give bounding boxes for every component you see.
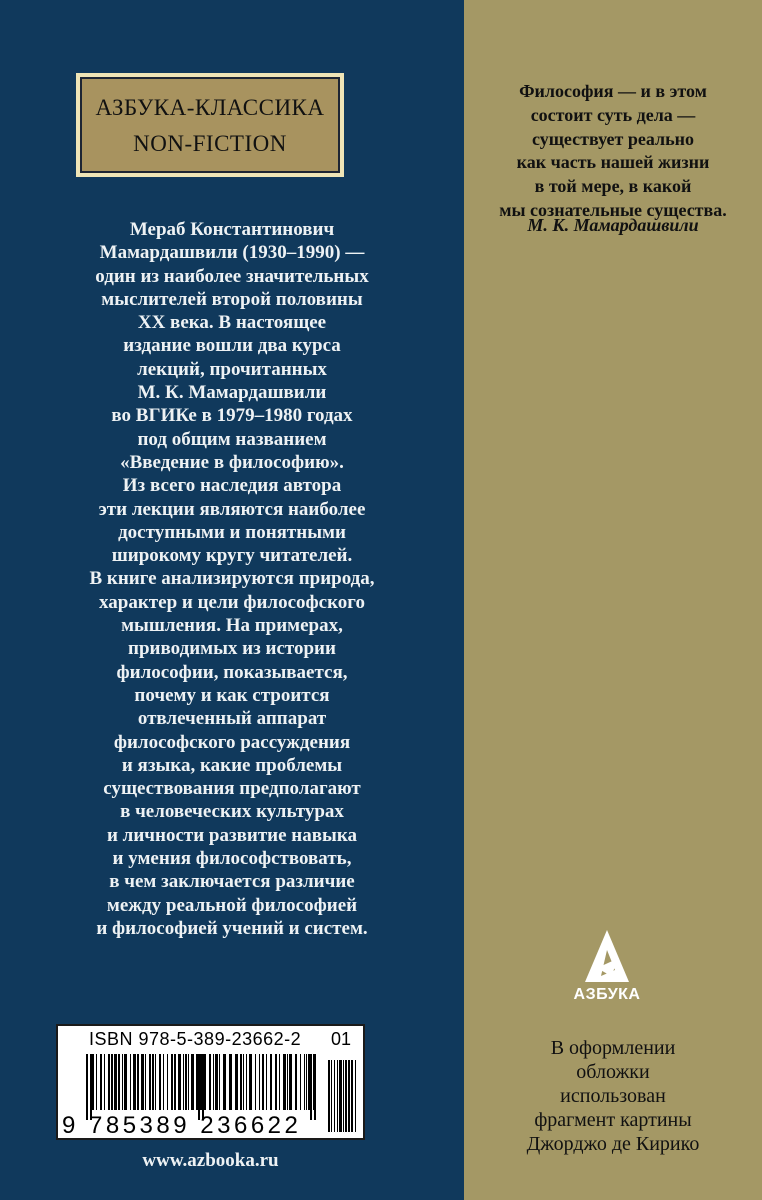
description-line: эти лекции являются наиболее bbox=[98, 498, 366, 520]
description-line: и языка, какие проблемы bbox=[121, 754, 343, 776]
description-line: мышления. На примерах, bbox=[121, 615, 343, 637]
publisher-logo-text: АЗБУКА bbox=[573, 986, 641, 1003]
description-line: отвлеченный аппарат bbox=[137, 708, 327, 730]
description-line: существования предполагают bbox=[103, 778, 361, 800]
description-line: и умения философствовать, bbox=[112, 848, 352, 870]
description-line: мыслителей второй половины bbox=[101, 288, 363, 310]
description-line: лекций, прочитанных bbox=[137, 358, 327, 380]
description-line: и личности развитие навыка bbox=[106, 824, 357, 846]
description-line: М. К. Мамардашвили bbox=[137, 382, 327, 404]
description-line: под общим названием bbox=[137, 428, 327, 450]
isbn-number: ISBN 978-5-389-23662-2 bbox=[89, 1029, 302, 1049]
barcode-digits: 9 785389 236622 bbox=[62, 1112, 302, 1139]
description-line: характер и цели философского bbox=[99, 591, 365, 613]
epigraph-quote bbox=[464, 80, 762, 223]
credits-line: В оформлении bbox=[550, 1037, 676, 1059]
quote-line: как часть нашей жизни bbox=[516, 152, 710, 173]
credits-line: использован bbox=[560, 1085, 666, 1107]
description-line: философского рассуждения bbox=[113, 731, 351, 753]
description-line: во ВГИКе в 1979–1980 годах bbox=[111, 405, 353, 427]
description-line: В книге анализируются природа, bbox=[89, 568, 375, 590]
description-line: и философией учений и систем. bbox=[96, 917, 368, 939]
series-plate-inner bbox=[80, 77, 340, 173]
isbn-addon: 01 bbox=[331, 1029, 352, 1049]
quote-line: существует реально bbox=[531, 128, 695, 149]
series-name: АЗБУКА-КЛАССИКА bbox=[95, 95, 325, 120]
description-line: философии, показывается, bbox=[116, 661, 348, 683]
quote-line: мы сознательные существа. bbox=[499, 199, 727, 220]
description-line: почему и как строится bbox=[134, 684, 330, 706]
series-subname: NON-FICTION bbox=[133, 131, 287, 156]
description-line: издание вошли два курса bbox=[123, 335, 341, 357]
description-line: Мамардашвили (1930–1990) — bbox=[99, 242, 365, 264]
description-line: Из всего наследия автора bbox=[122, 475, 342, 497]
description-line: между реальной философией bbox=[106, 894, 358, 916]
description-line: Мераб Константинович bbox=[129, 219, 335, 240]
series-plate bbox=[76, 73, 344, 177]
credits-line: обложки bbox=[576, 1061, 650, 1083]
quote-line: в той мере, в какой bbox=[534, 176, 692, 197]
description-line: XX века. В настоящее bbox=[137, 312, 327, 334]
credits-line: фрагмент картины bbox=[534, 1109, 692, 1131]
cover-credits bbox=[464, 1036, 762, 1156]
description-line: доступными и понятными bbox=[118, 521, 346, 543]
credits-line: Джорджо де Кирико bbox=[526, 1133, 700, 1155]
publisher-website: www.azbooka.ru bbox=[142, 1150, 279, 1171]
quote-line: состоит суть дела — bbox=[530, 104, 696, 125]
quote-author: М. К. Мамардашвили bbox=[527, 215, 699, 235]
book-description bbox=[0, 218, 464, 940]
description-line: в чем заключается различие bbox=[109, 871, 355, 893]
description-line: широкому кругу читателей. bbox=[111, 545, 353, 567]
isbn-barcode bbox=[56, 1024, 365, 1140]
description-line: в человеческих культурах bbox=[120, 801, 344, 823]
description-line: один из наиболее значительных bbox=[95, 265, 369, 287]
quote-line: Философия — и в этом bbox=[519, 81, 707, 101]
description-line: «Введение в философию». bbox=[120, 451, 344, 473]
description-line: приводимых из истории bbox=[128, 638, 336, 660]
